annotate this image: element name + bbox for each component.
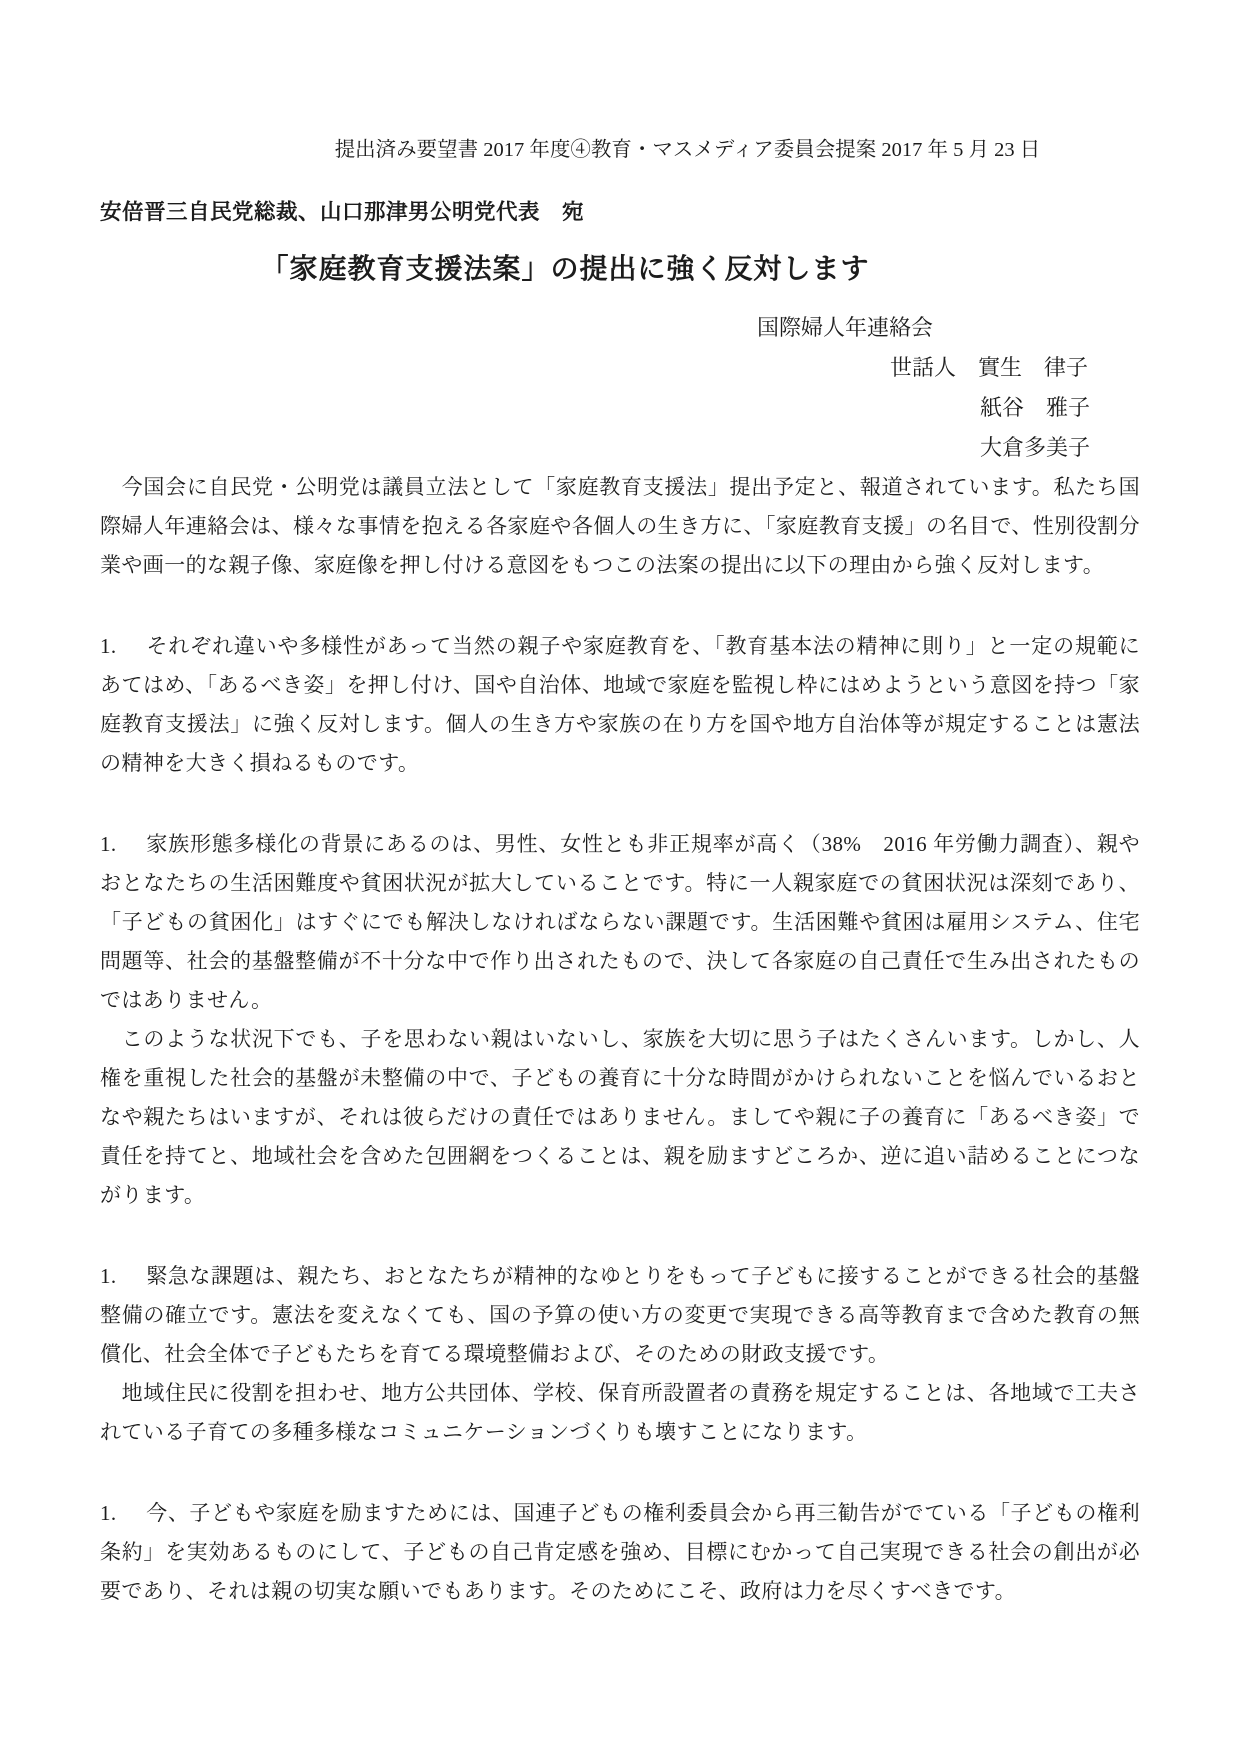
item-number: 1. [100, 1501, 117, 1525]
petition-item [100, 825, 1140, 1215]
item-paragraph: 1. 家族形態多様化の背景にあるのは、男性、女性とも非正規率が高く（38% 2016 年労働力調査）、親やおとなたちの生活困難度や貧困状況が拡大していることです。特に一人親家庭での貧困状況は深刻であり、「子どもの貧困化」はすぐにでも解決しなければならない課題です。生活困難や貧困は雇用システム、住宅問題等、社会的基盤整備が不十分な中で作り出されたもので、決して各家庭の自己責任で生み出されたものではありません。 [100, 825, 1140, 1020]
signatory-organization: 国際婦人年連絡会 [757, 315, 934, 340]
signatory-caretaker: 世話人 實生 律子 [890, 355, 1089, 380]
intro-paragraph: 今国会に自民党・公明党は議員立法として「家庭教育支援法」提出予定と、報道されています。私たち国際婦人年連絡会は、様々な事情を抱える各家庭や各個人の生き方に、「家庭教育支援」の名目で、性別役割分業や画一的な親子像、家庭像を押し付ける意図をもつこの法案の提出に以下の理由から強く反対します。 [100, 475, 1140, 577]
signatory-name: 紙谷 雅子 [980, 395, 1091, 420]
signatory-block [100, 308, 1140, 468]
item-number: 1. [100, 1264, 117, 1288]
signatory-name: 大倉多美子 [980, 435, 1091, 460]
item-paragraph: 1. 緊急な課題は、親たち、おとなたちが精神的なゆとりをもって子どもに接することができる社会的基盤整備の確立です。憲法を変えなくても、国の予算の使い方の変更で実現できる高等教育まで含めた教育の無償化、社会全体で子どもたちを育てる環境整備および、そのための財政支援です。 [100, 1257, 1140, 1374]
document-header-dateline: 提出済み要望書 2017 年度④教育・マスメディア委員会提案 2017 年 5 月 23 日 [334, 139, 1041, 161]
petition-item [100, 1494, 1140, 1611]
document-body [100, 468, 1140, 1611]
item-paragraph: このような状況下でも、子を思わない親はいないし、家族を大切に思う子はたくさんいます。しかし、人権を重視した社会的基盤が未整備の中で、子どもの養育に十分な時間がかけられないことを悩んでいるおとなや親たちはいますが、それは彼らだけの責任ではありません。ましてや親に子の養育に「あるべき姿」で責任を持てと、地域社会を含めた包囲網をつくることは、親を励ますどころか、逆に追い詰めることにつながります。 [100, 1027, 1140, 1207]
item-number: 1. [100, 634, 117, 658]
petition-items [100, 627, 1140, 1611]
item-number: 1. [100, 832, 117, 856]
item-paragraph: 1. 今、子どもや家庭を励ますためには、国連子どもの権利委員会から再三勧告がでている「子どもの権利条約」を実効あるものにして、子どもの自己肯定感を強め、目標にむかって自己実現できる社会の創出が必要であり、それは親の切実な願いでもあります。そのためにこそ、政府は力を尽くすべきです。 [100, 1494, 1140, 1611]
recipient-line: 安倍晋三自民党総裁、山口那津男公明党代表 宛 [100, 200, 585, 224]
document-title: 「家庭教育支援法案」の提出に強く反対します [260, 253, 870, 284]
petition-item [100, 627, 1140, 783]
petition-item [100, 1257, 1140, 1452]
item-paragraph: 1. それぞれ違いや多様性があって当然の親子や家庭教育を、「教育基本法の精神に則り」と一定の規範にあてはめ、「あるべき姿」を押し付け、国や自治体、地域で家庭を監視し枠にはめようという意図を持つ「家庭教育支援法」に強く反対します。個人の生き方や家族の在り方を国や地方自治体等が規定することは憲法の精神を大きく損ねるものです。 [100, 627, 1140, 783]
item-paragraph: 地域住民に役割を担わせ、地方公共団体、学校、保育所設置者の責務を規定することは、各地域で工夫されている子育ての多種多様なコミュニケーションづくりも壊すことになります。 [100, 1381, 1140, 1444]
